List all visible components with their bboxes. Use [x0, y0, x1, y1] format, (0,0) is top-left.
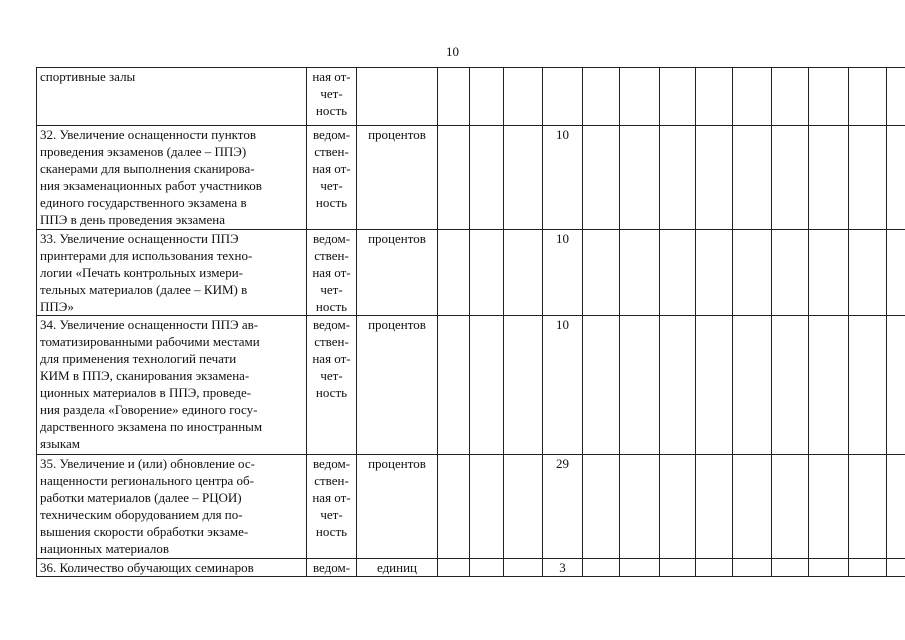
empty-cell: [620, 559, 660, 577]
indicator-name-line: томатизированными рабочими местами: [40, 334, 260, 349]
data-source-cell: [307, 68, 357, 126]
empty-cell: [504, 230, 543, 316]
indicator-name-line: вышения скорости обработки экзаме-: [40, 524, 249, 539]
indicator-name-cell: [37, 455, 307, 559]
indicator-name-line: 34. Увеличение оснащенности ППЭ ав-: [40, 317, 259, 332]
indicator-name-line: для применения технологий печати: [40, 351, 237, 366]
data-source-cell: [307, 559, 357, 577]
data-source-line: ведом-: [312, 560, 351, 575]
data-source-cell: [307, 126, 357, 230]
data-source-line: ная от-: [312, 161, 351, 176]
indicator-name-line: спортивные залы: [40, 69, 136, 84]
value-cell: 10: [543, 126, 583, 230]
page-number: 10: [446, 44, 459, 59]
empty-cell: [470, 559, 504, 577]
empty-cell: [733, 316, 772, 455]
empty-cell: [849, 68, 887, 126]
empty-cell: [772, 126, 809, 230]
indicator-name-line: сканерами для выполнения сканирова-: [40, 161, 255, 176]
indicator-name-cell: [37, 316, 307, 455]
empty-cell: [620, 126, 660, 230]
data-source-line: ведом-: [312, 317, 351, 332]
indicator-name-line: техническим оборудованием для по-: [40, 507, 243, 522]
empty-cell: [849, 126, 887, 230]
value-cell: 3: [543, 559, 583, 577]
empty-cell: [620, 316, 660, 455]
data-source-line: чет-: [320, 282, 343, 297]
empty-cell: [620, 455, 660, 559]
indicator-name-line: ния экзаменационных работ участников: [40, 178, 262, 193]
data-source-cell: [307, 230, 357, 316]
empty-cell: [849, 559, 887, 577]
data-source-line: ная от-: [312, 265, 351, 280]
table-row: [37, 68, 905, 126]
data-source-line: ведом-: [312, 127, 351, 142]
indicator-name-line: 33. Увеличение оснащенности ППЭ: [40, 231, 239, 246]
indicator-name-line: ния раздела «Говорение» единого госу-: [40, 402, 258, 417]
indicator-name-line: единого государственного экзамена в: [40, 195, 247, 210]
indicator-name-line: 36. Количество обучающих семинаров: [40, 560, 254, 575]
table-row: [37, 126, 905, 230]
indicator-name-cell: [37, 559, 307, 577]
empty-cell: [733, 455, 772, 559]
empty-cell: [696, 316, 733, 455]
empty-cell: [583, 316, 620, 455]
empty-cell: [504, 126, 543, 230]
data-source-line: чет-: [320, 368, 343, 383]
data-source-line: ная от-: [312, 351, 351, 366]
table-row: [37, 230, 905, 316]
indicator-name-line: КИМ в ППЭ, сканирования экзамена-: [40, 368, 250, 383]
indicator-name-line: нащенности регионального центра об-: [40, 473, 254, 488]
table-row: [37, 455, 905, 559]
data-source-line: ность: [315, 385, 348, 400]
empty-cell: [772, 316, 809, 455]
empty-cell: [660, 126, 696, 230]
value-cell: 10: [543, 316, 583, 455]
empty-cell: [733, 126, 772, 230]
data-source-line: ведом-: [312, 231, 351, 246]
indicator-name-line: дарственного экзамена по иностранным: [40, 419, 263, 434]
empty-cell: [620, 68, 660, 126]
empty-cell: [772, 559, 809, 577]
empty-cell: [470, 455, 504, 559]
indicator-name-cell: [37, 68, 307, 126]
empty-cell: [772, 68, 809, 126]
indicator-name-line: работки материалов (далее – РЦОИ): [40, 490, 242, 505]
indicators-table: [36, 67, 905, 577]
empty-cell: [660, 68, 696, 126]
data-source-line: ная от-: [312, 490, 351, 505]
data-source-line: ность: [315, 524, 348, 539]
empty-cell: [504, 68, 543, 126]
empty-cell: [887, 316, 905, 455]
empty-cell: [809, 68, 849, 126]
empty-cell: [809, 316, 849, 455]
unit-cell: процентов: [357, 230, 438, 316]
value-cell: 10: [543, 230, 583, 316]
empty-cell: [696, 68, 733, 126]
data-source-cell: [307, 455, 357, 559]
empty-cell: [733, 559, 772, 577]
empty-cell: [438, 316, 470, 455]
data-source-line: ность: [315, 103, 348, 118]
empty-cell: [696, 126, 733, 230]
data-source-line: ность: [315, 299, 348, 314]
empty-cell: [809, 126, 849, 230]
empty-cell: [583, 455, 620, 559]
indicator-name-line: ППЭ»: [40, 299, 74, 314]
indicator-name-line: 35. Увеличение и (или) обновление ос-: [40, 456, 255, 471]
empty-cell: [470, 230, 504, 316]
empty-cell: [660, 316, 696, 455]
empty-cell: [470, 126, 504, 230]
unit-cell: процентов: [357, 455, 438, 559]
indicator-name-line: логии «Печать контрольных измери-: [40, 265, 243, 280]
table-row: [37, 559, 905, 577]
empty-cell: [504, 316, 543, 455]
data-source-line: чет-: [320, 507, 343, 522]
data-source-line: ность: [315, 195, 348, 210]
indicator-name-cell: [37, 126, 307, 230]
data-source-line: ствен-: [314, 473, 349, 488]
empty-cell: [887, 126, 905, 230]
indicator-name-cell: [37, 230, 307, 316]
data-source-line: чет-: [320, 86, 343, 101]
indicator-name-line: тельных материалов (далее – КИМ) в: [40, 282, 248, 297]
empty-cell: [887, 559, 905, 577]
empty-cell: [438, 68, 470, 126]
indicator-name-line: ционных материалов в ППЭ, проведе-: [40, 385, 252, 400]
empty-cell: [733, 230, 772, 316]
empty-cell: [809, 455, 849, 559]
value-cell: [543, 68, 583, 126]
data-source-line: ствен-: [314, 334, 349, 349]
data-source-cell: [307, 316, 357, 455]
value-cell: 29: [543, 455, 583, 559]
indicator-name-line: проведения экзаменов (далее – ППЭ): [40, 144, 247, 159]
empty-cell: [504, 559, 543, 577]
empty-cell: [887, 230, 905, 316]
empty-cell: [583, 230, 620, 316]
empty-cell: [583, 559, 620, 577]
empty-cell: [660, 559, 696, 577]
unit-cell: [357, 68, 438, 126]
unit-cell: процентов: [357, 316, 438, 455]
empty-cell: [809, 559, 849, 577]
empty-cell: [470, 316, 504, 455]
empty-cell: [438, 559, 470, 577]
table-row: [37, 316, 905, 455]
empty-cell: [849, 230, 887, 316]
indicator-name-line: ППЭ в день проведения экзамена: [40, 212, 226, 227]
unit-cell: единиц: [357, 559, 438, 577]
empty-cell: [733, 68, 772, 126]
empty-cell: [438, 230, 470, 316]
empty-cell: [849, 455, 887, 559]
empty-cell: [583, 126, 620, 230]
indicator-name-line: языкам: [40, 436, 80, 451]
empty-cell: [772, 455, 809, 559]
empty-cell: [849, 316, 887, 455]
data-source-line: ствен-: [314, 144, 349, 159]
unit-cell: процентов: [357, 126, 438, 230]
data-source-line: ная от-: [312, 69, 351, 84]
empty-cell: [696, 230, 733, 316]
empty-cell: [772, 230, 809, 316]
empty-cell: [583, 68, 620, 126]
empty-cell: [696, 455, 733, 559]
empty-cell: [438, 126, 470, 230]
data-source-line: ствен-: [314, 248, 349, 263]
empty-cell: [438, 455, 470, 559]
empty-cell: [887, 68, 905, 126]
table-body: [37, 68, 905, 577]
empty-cell: [696, 559, 733, 577]
empty-cell: [620, 230, 660, 316]
empty-cell: [887, 455, 905, 559]
empty-cell: [809, 230, 849, 316]
data-source-line: ведом-: [312, 456, 351, 471]
indicator-name-line: принтерами для использования техно-: [40, 248, 253, 263]
empty-cell: [660, 230, 696, 316]
empty-cell: [470, 68, 504, 126]
empty-cell: [504, 455, 543, 559]
data-source-line: чет-: [320, 178, 343, 193]
indicator-name-line: 32. Увеличение оснащенности пунктов: [40, 127, 256, 142]
indicator-name-line: национных материалов: [40, 541, 170, 556]
empty-cell: [660, 455, 696, 559]
